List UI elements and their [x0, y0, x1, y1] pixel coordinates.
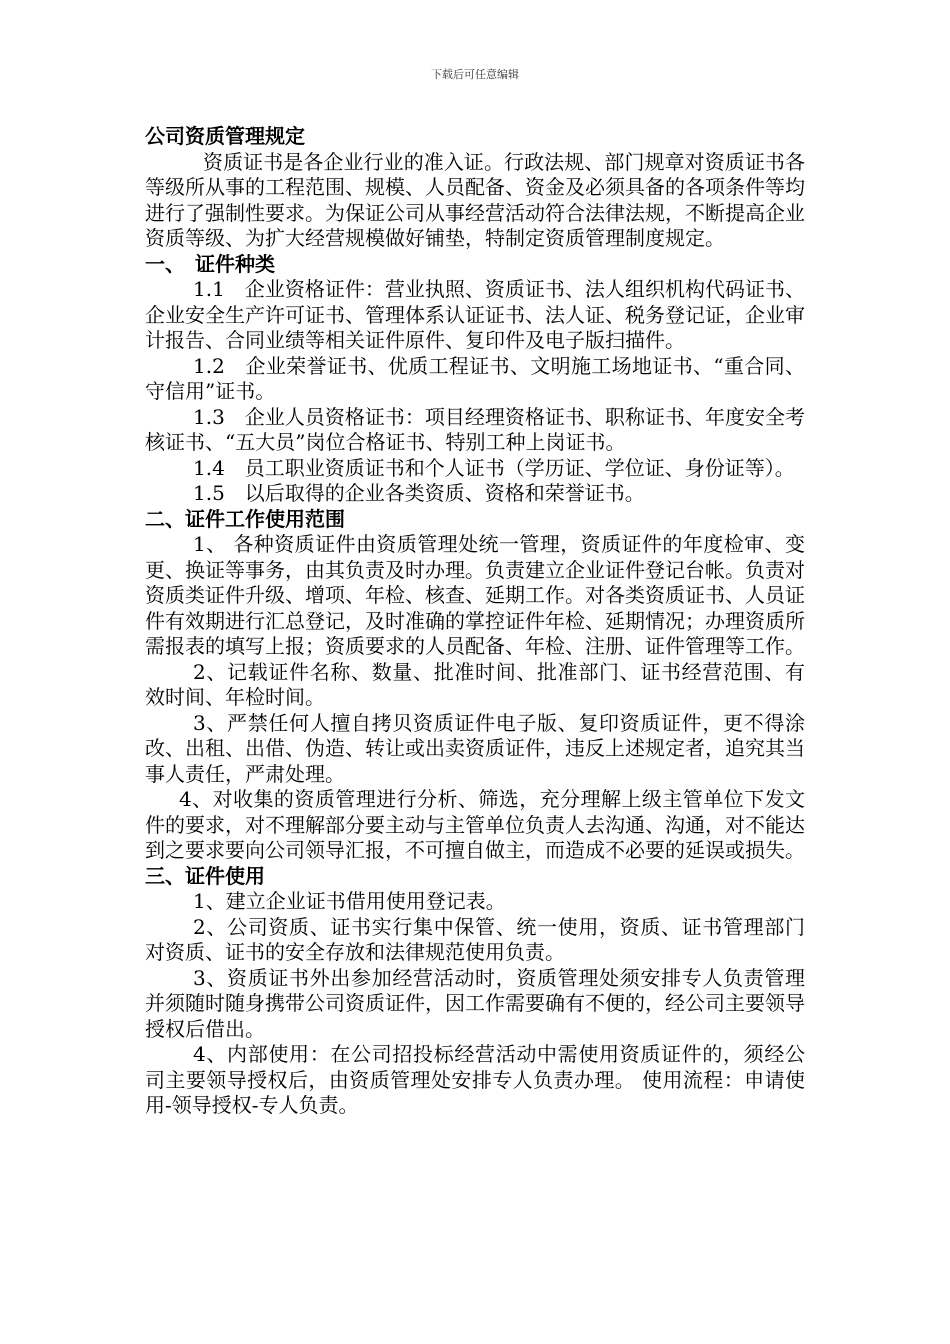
section-1-item: 1.1 企业资格证件：营业执照、资质证书、法人组织机构代码证书、企业安全生产许可证书、管理体系认证证书、法人证、税务登记证，企业审计报告、合同业绩等相关证件原件、复印件及电子版扫描件。	[145, 277, 805, 352]
section-3-heading: 三、证件使用	[145, 863, 265, 888]
section-1-heading: 一、 证件种类	[145, 251, 275, 276]
section-2-item: 3、严禁任何人擅自拷贝资质证件电子版、复印资质证件，更不得涂改、出租、出借、伪造、转让或出卖资质证件，违反上述规定者，追究其当事人责任，严肃处理。	[145, 710, 805, 786]
section-1-item: 1.4 员工职业资质证书和个人证书（学历证、学位证、身份证等）。	[193, 455, 795, 480]
section-1-item: 1.3 企业人员资格证书：项目经理资格证书、职称证书、年度安全考核证书、“五大员”岗位合格证书、特别工种上岗证书。	[145, 404, 805, 454]
section-2-item: 4、对收集的资质管理进行分析、筛选，充分理解上级主管单位下发文件的要求，对不理解部分要主动与主管单位负责人去沟通、沟通，对不能达到之要求要向公司领导汇报，不可擅自做主，而造成不必要的延误或损失。	[145, 787, 805, 862]
page-header: 下载后可任意编辑	[431, 68, 519, 81]
section-2-item: 1、 各种资质证件由资质管理处统一管理，资质证件的年度检审、变更、换证等事务，由其负责及时办理。负责建立企业证件登记台帐。负责对资质类证件升级、增项、年检、核查、延期工作。对各类资质证书、人员证件有效期进行汇总登记，及时准确的掌控证件年检、延期情况；办理资质所需报表的填写上报；资质要求的人员配备、年检、注册、证件管理等工作。	[145, 532, 805, 658]
section-2-heading: 二、证件工作使用范围	[145, 506, 345, 531]
section-3-item: 2、公司资质、证书实行集中保管、统一使用，资质、证书管理部门对资质、证书的安全存放和法律规范使用负责。	[145, 914, 805, 964]
document-body	[145, 124, 805, 1119]
document-title: 公司资质管理规定	[145, 124, 305, 148]
section-2-item: 2、记载证件名称、数量、批准时间、批准部门、证书经营范围、有效时间、年检时间。	[145, 659, 805, 709]
section-3-item: 4、内部使用：在公司招投标经营活动中需使用资质证件的，须经公司主要领导授权后，由资质管理处安排专人负责办理。 使用流程：申请使用-领导授权-专人负责。	[145, 1042, 805, 1117]
section-3-item: 1、建立企业证书借用使用登记表。	[193, 889, 506, 913]
section-1-item: 1.2 企业荣誉证书、优质工程证书、文明施工场地证书、“重合同、守信用”证书。	[145, 353, 805, 403]
section-3-item: 3、资质证书外出参加经营活动时，资质管理处须安排专人负责管理并须随时随身携带公司资质证件，因工作需要确有不便的，经公司主要领导授权后借出。	[145, 965, 805, 1041]
section-1-item: 1.5 以后取得的企业各类资质、资格和荣誉证书。	[193, 481, 645, 505]
intro-paragraph: 资质证书是各企业行业的准入证。行政法规、部门规章对资质证书各等级所从事的工程范围、规模、人员配备、资金及必须具备的各项条件等均进行了强制性要求。为保证公司从事经营活动符合法律法规，不断提高企业资质等级、为扩大经营规模做好铺垫，特制定资质管理制度规定。	[145, 149, 805, 250]
